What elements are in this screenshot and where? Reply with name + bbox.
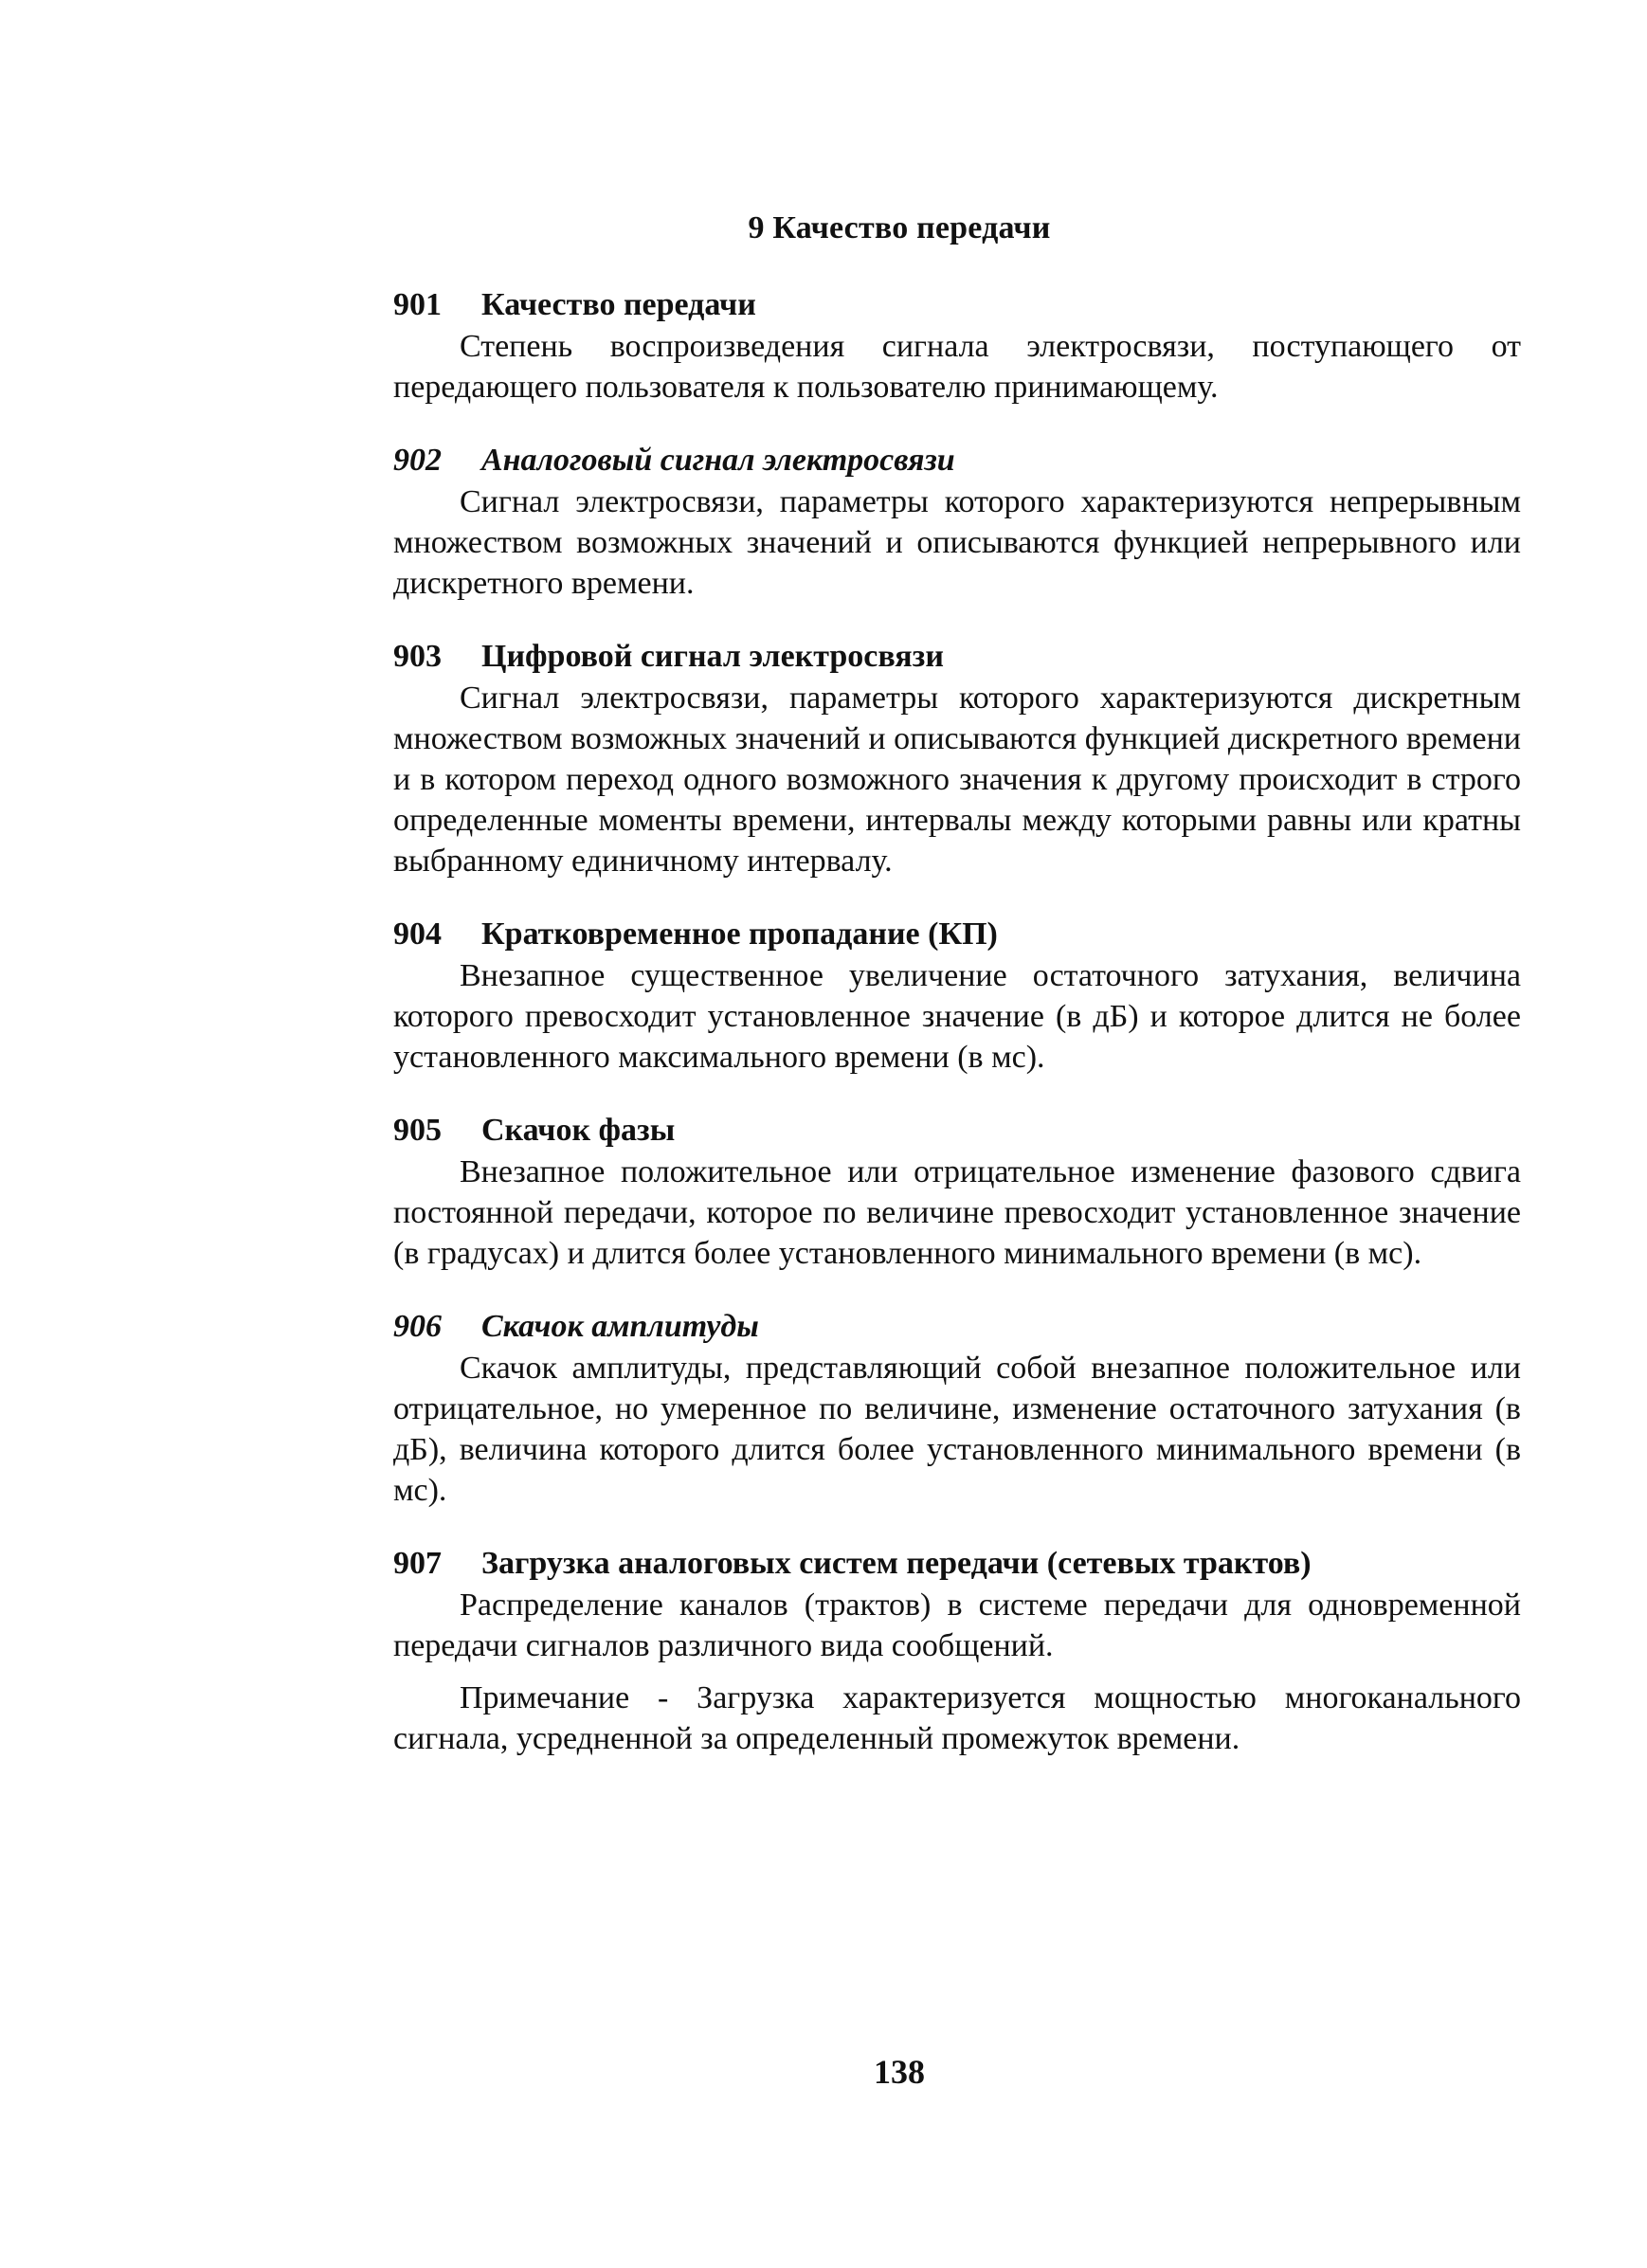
term-heading [393, 914, 1521, 955]
term-number: 907 [393, 1546, 442, 1581]
term-entry-902 [393, 440, 1521, 604]
term-heading [393, 1110, 1521, 1152]
term-heading [393, 284, 1521, 326]
term-name: Кратковременное пропадание (КП) [481, 916, 998, 952]
term-entry-904 [393, 914, 1521, 1078]
terms-list [393, 284, 1521, 1791]
term-number: 902 [393, 443, 442, 478]
term-number: 904 [393, 916, 442, 952]
term-heading [393, 440, 1521, 481]
term-entry-905 [393, 1110, 1521, 1274]
term-definition: Внезапное положительное или отрицательное изменение фазового сдвига постоянной передачи, которое по величине превосходит установленное значение (в градусах) и длится более установленного минимального времени (в мс). [393, 1154, 1521, 1271]
term-definition: Степень воспроизведения сигнала электросвязи, поступающего от передающего пользователя к пользователю принимающему. [393, 329, 1521, 405]
term-heading [393, 636, 1521, 678]
section-title: 9 Качество передачи [748, 210, 1051, 245]
term-name: Цифровой сигнал электросвязи [481, 639, 944, 674]
term-definition: Скачок амплитуды, представляющий собой внезапное положительное или отрицательное, но умеренное по величине, изменение остаточного затухания (в дБ), величина которого длится более установленного минимального времени (в мс). [393, 1351, 1521, 1508]
term-heading [393, 1543, 1521, 1585]
term-note: Примечание - Загрузка характеризуется мощностью многоканального сигнала, усредненной за определенный промежуток времени. [393, 1680, 1521, 1756]
term-number: 906 [393, 1309, 442, 1344]
term-entry-901 [393, 284, 1521, 408]
term-heading [393, 1306, 1521, 1348]
term-entry-903 [393, 636, 1521, 881]
term-name: Качество передачи [481, 287, 756, 322]
term-entry-906 [393, 1306, 1521, 1511]
page-number: 138 [874, 2053, 925, 2091]
term-number: 905 [393, 1113, 442, 1148]
term-name: Скачок фазы [481, 1113, 676, 1148]
term-definition: Распределение каналов (трактов) в системе передачи для одновременной передачи сигналов различного вида сообщений. [393, 1588, 1521, 1663]
term-name: Скачок амплитуды [481, 1309, 759, 1344]
term-definition: Внезапное существенное увеличение остаточного затухания, величина которого превосходит установленное значение (в дБ) и которое длится не более установленного максимального времени (в мс). [393, 958, 1521, 1075]
term-definition: Сигнал электросвязи, параметры которого характеризуются дискретным множеством возможных значений и описываются функцией дискретного времени и в котором переход одного возможного значения к другому происходит в строго определенные моменты времени, интервалы между которыми равны или кратны выбранному единичному интервалу. [393, 680, 1521, 879]
term-number: 901 [393, 287, 442, 322]
term-number: 903 [393, 639, 442, 674]
term-definition: Сигнал электросвязи, параметры которого характеризуются непрерывным множеством возможных значений и описываются функцией непрерывного или дискретного времени. [393, 484, 1521, 601]
term-entry-907 [393, 1543, 1521, 1759]
term-name: Аналоговый сигнал электросвязи [481, 443, 955, 478]
term-name: Загрузка аналоговых систем передачи (сетевых трактов) [481, 1546, 1312, 1581]
